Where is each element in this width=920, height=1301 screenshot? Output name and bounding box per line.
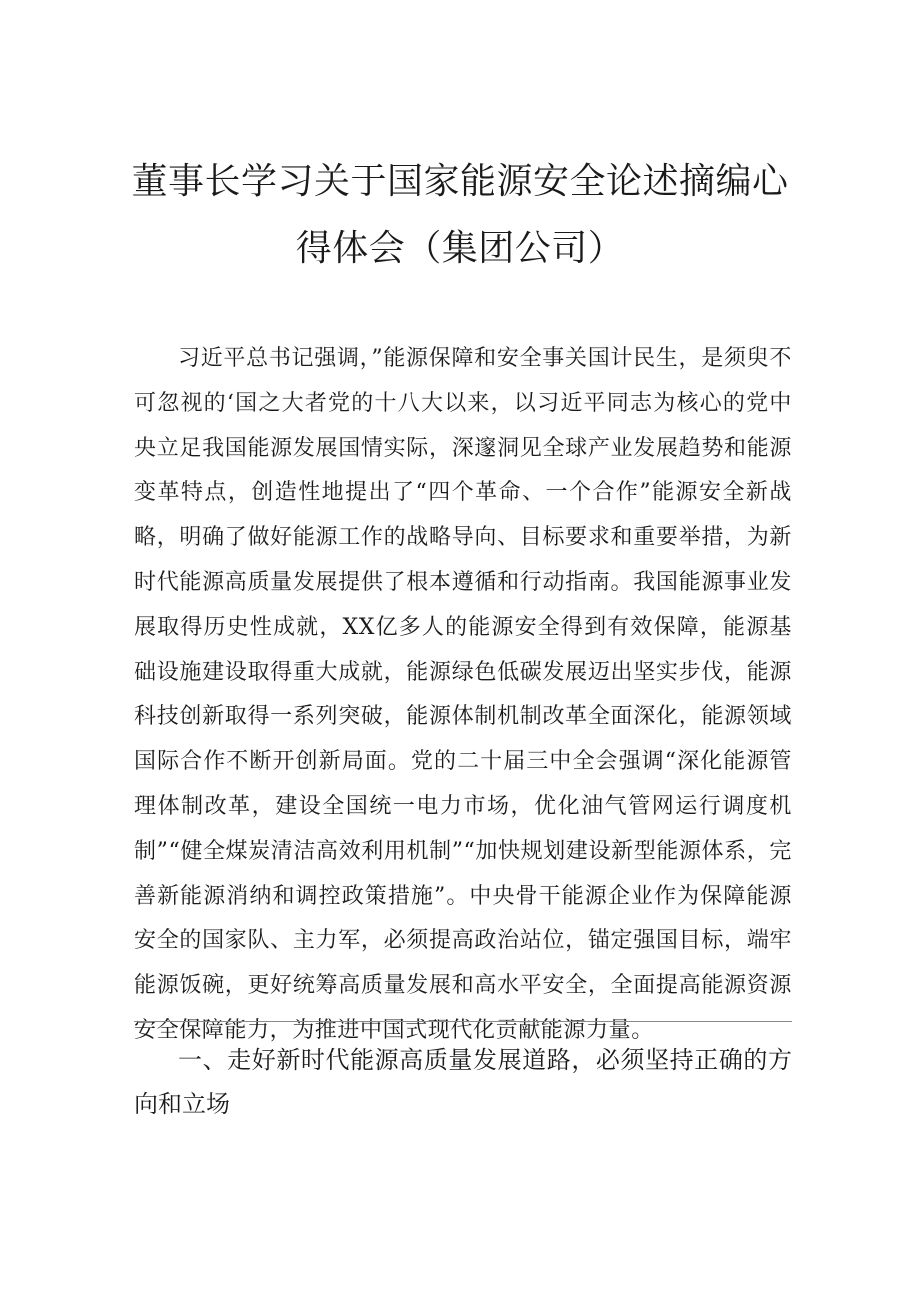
section-heading-1: 一、走好新时代能源高质量发展道路，必须坚持正确的方向和立场 [134,1046,792,1118]
document-title-line-2: 得体会（集团公司） [295,228,625,269]
section-divider [134,1021,792,1022]
intro-paragraph: 习近平总书记强调，”能源保障和安全事关国计民生，是须臾不可忽视的‘国之大者党的十八大以来，以习近平同志为核心的党中央立足我国能源发展国情实际，深邃洞见全球产业发展趋势和能源变革特点，创造性地提出了“四个革命、一个合作”能源安全新战略，明确了做好能源工作的战略导向、目标要求和重要举措，为新时代能源高质量发展提供了根本遵循和行动指南。我国能源事业发展取得历史性成就，XX亿多人的能源安全得到有效保障，能源基础设施建设取得重大成就，能源绿色低碳发展迈出坚实步伐，能源科技创新取得一系列突破，能源体制机制改革全面深化，能源领域国际合作不断开创新局面。党的二十届三中全会强调“深化能源管理体制改革，建设全国统一电力市场，优化油气管网运行调度机制”“健全煤炭清洁高效利用机制”“加快规划建设新型能源体系，完善新能源消纳和调控政策措施”。中央骨干能源企业作为保障能源安全的国家队、主力军，必须提高政治站位，锚定强国目标，端牢能源饭碗，更好统筹高质量发展和高水平安全，全面提高能源资源安全保障能力，为推进中国式现代化贡献能源力量。 [134,346,792,1043]
document-title-line-1: 董事长学习关于国家能源安全论述摘编心 [131,161,789,202]
